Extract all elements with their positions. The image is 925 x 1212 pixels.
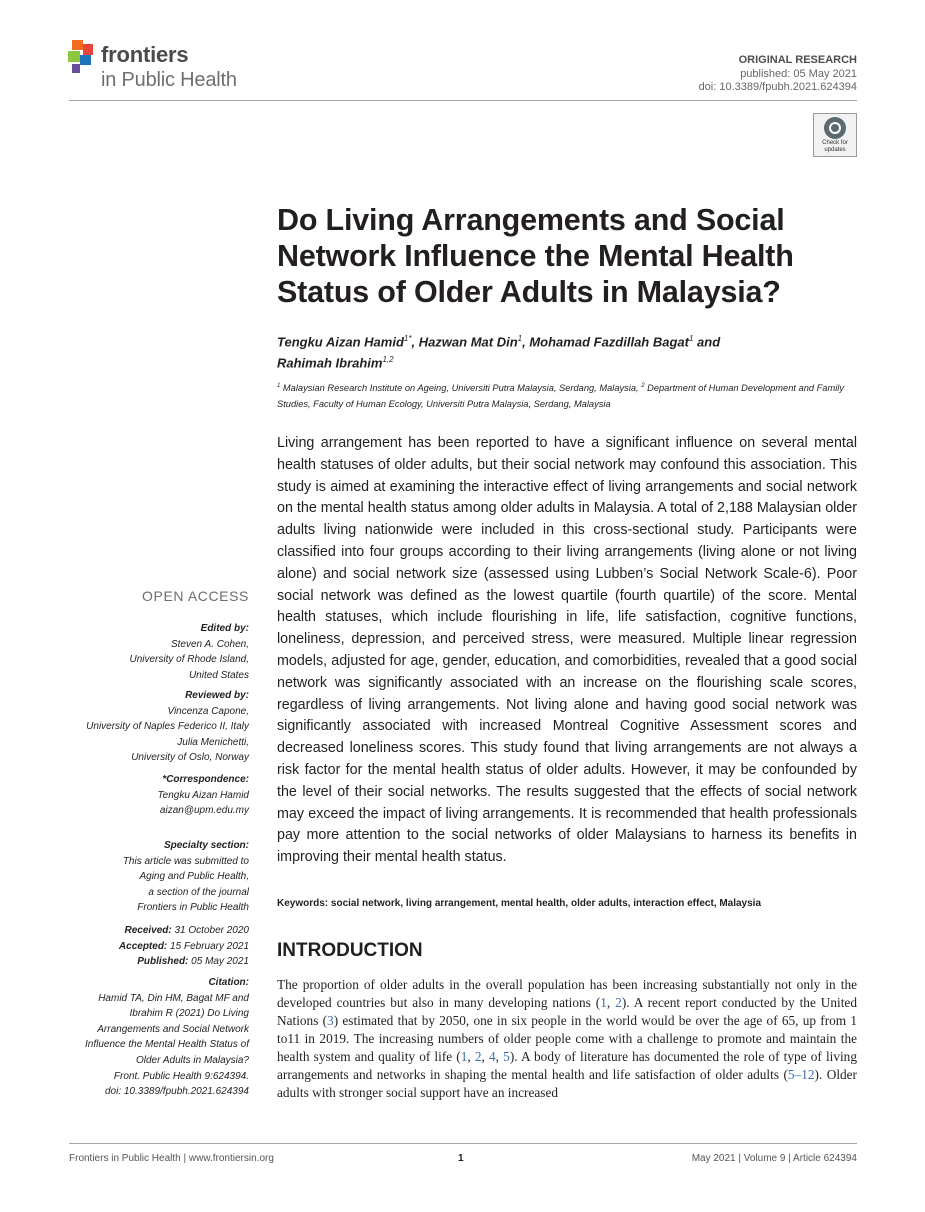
- affiliation-text: Department of Human Development and Family Studies, Faculty of Human Ecology, Universiti Putra Malaysia, Serdang, Malaysia: [277, 383, 845, 410]
- footer-journal[interactable]: Frontiers in Public Health | www.frontiersin.org: [69, 1153, 274, 1164]
- footer-issue: May 2021 | Volume 9 | Article 624394: [691, 1153, 857, 1164]
- author-affiliation-marker: 1*: [403, 334, 412, 343]
- affiliations: [277, 378, 859, 412]
- reference-link[interactable]: 5: [503, 1049, 510, 1064]
- check-for-updates-badge[interactable]: [813, 113, 857, 157]
- article-type: ORIGINAL RESEARCH: [738, 54, 857, 66]
- citation-line: Hamid TA, Din HM, Bagat MF and: [98, 992, 249, 1004]
- affiliation-marker: 2: [641, 383, 645, 389]
- edited-by-label: Edited by:: [200, 623, 249, 634]
- citation-line: Influence the Mental Health Status of: [85, 1039, 249, 1051]
- intro-text-run: ,: [606, 995, 616, 1010]
- footer-divider: [69, 1143, 857, 1144]
- reviewer-line: University of Oslo, Norway: [131, 752, 249, 764]
- author-affiliation-marker: 1,2: [382, 354, 394, 364]
- intro-text-run: ,: [495, 1049, 504, 1064]
- article-title: Do Living Arrangements and Social Network Influence the Mental Health Status of Older Adults in Malaysia?: [277, 203, 794, 309]
- editor-line: Steven A. Cohen,: [170, 638, 249, 650]
- header-divider: [69, 100, 857, 101]
- citation-line: Front. Public Health 9:624394.: [113, 1070, 249, 1082]
- author-affiliation-marker: 1: [517, 334, 523, 343]
- affiliation-text: Malaysian Research Institute on Ageing, Universiti Putra Malaysia, Serdang, Malaysia,: [280, 383, 642, 394]
- author-name[interactable]: Mohamad Fazdillah Bagat: [529, 334, 689, 350]
- specialty-line: a section of the journal: [148, 886, 249, 898]
- reference-link[interactable]: 1: [460, 1049, 468, 1064]
- affiliation-marker: 1: [277, 383, 281, 389]
- keywords: Keywords: social network, living arrangement, mental health, older adults, interaction effect, Malaysia: [277, 898, 762, 909]
- citation-line: Older Adults in Malaysia?: [135, 1054, 249, 1066]
- section-heading-introduction: INTRODUCTION: [277, 940, 423, 961]
- reviewed-by-block: [9, 688, 249, 766]
- author-name[interactable]: Rahimah Ibrahim: [277, 355, 383, 371]
- citation-line: Arrangements and Social Network: [97, 1023, 249, 1035]
- intro-text-run: ). A body of literature has documented the role of type of living arrangements and networks in shaping the mental health and life satisfaction of older adults (: [277, 1049, 857, 1082]
- received-date: Received: 31 October 2020: [124, 925, 249, 936]
- check-updates-icon: [824, 117, 846, 139]
- reference-link[interactable]: 1: [600, 995, 607, 1010]
- author-separator: and: [693, 334, 721, 350]
- badge-label: Check for updates: [822, 140, 848, 153]
- reference-link[interactable]: 2: [615, 995, 622, 1010]
- published-date-sidebar: Published: 05 May 2021: [137, 956, 249, 968]
- correspondence-name: Tengku Aizan Hamid: [157, 789, 249, 801]
- specialty-label: Specialty section:: [163, 840, 249, 851]
- journal-logo[interactable]: [68, 40, 258, 96]
- specialty-line: This article was submitted to: [122, 855, 249, 867]
- reference-link[interactable]: 2: [474, 1049, 482, 1064]
- author-separator: ,: [522, 334, 530, 350]
- intro-text-run: ,: [481, 1049, 490, 1064]
- intro-text-run: ). Older adults with stronger social support have an increased: [277, 1067, 857, 1100]
- correspondence-label: *Correspondence:: [162, 774, 249, 785]
- article-meta: [699, 54, 857, 95]
- reviewer-line: Vincenza Capone,: [167, 705, 249, 717]
- received-label: Received:: [124, 925, 172, 936]
- author-separator: ,: [411, 334, 419, 350]
- logo-journal: in Public Health: [101, 69, 237, 91]
- published-label: Published:: [137, 956, 189, 968]
- citation-line[interactable]: doi: 10.3389/fpubh.2021.624394: [104, 1086, 249, 1098]
- logo-brand: frontiers: [101, 42, 189, 67]
- citation-line: Ibrahim R (2021) Do Living: [129, 1008, 249, 1020]
- specialty-line: Frontiers in Public Health: [137, 902, 249, 914]
- reviewer-line: Julia Menichetti,: [177, 736, 249, 748]
- intro-text-run: ,: [467, 1049, 475, 1064]
- specialty-line: Aging and Public Health,: [139, 871, 249, 883]
- reference-link[interactable]: 3: [327, 1013, 334, 1028]
- introduction-text: [277, 976, 857, 1102]
- published-date: published: 05 May 2021: [740, 67, 857, 80]
- intro-text-run: ) estimated that by 2050, one in six people in the world would be over the age of 65, up from 1 to11 in 2019. The increasing numbers of older people come with a challenge to promote and maintain the health system and quality of life (: [277, 1013, 858, 1064]
- accepted-date: Accepted: 15 February 2021: [118, 940, 249, 952]
- edited-by-block: [9, 621, 249, 683]
- open-access-label: OPEN ACCESS: [142, 588, 249, 604]
- author-name[interactable]: Hazwan Mat Din: [418, 334, 518, 350]
- reference-link[interactable]: 4: [489, 1049, 496, 1064]
- article-doi[interactable]: doi: 10.3389/fpubh.2021.624394: [698, 81, 857, 93]
- dates-block: [9, 923, 249, 970]
- intro-text-run: The proportion of older adults in the overall population has been increasing substantially not only in the developed countries but also in many developing nations (: [277, 977, 857, 1010]
- frontiers-logo-icon: [68, 40, 100, 74]
- author-affiliation-marker: 1: [688, 334, 694, 343]
- reference-link[interactable]: 5–12: [787, 1067, 815, 1082]
- abstract: Living arrangement has been reported to have a significant influence on several mental health statuses of older adults, but their social network may confound this association. This study is aimed at examining the interactive effect of living arrangements and social network on the mental health status among older adults in Malaysia. A total of 2,188 Malaysian older adults living nationwide were included in this cross-sectional study. Participants were classified into four groups according to their living arrangements (living alone or not living alone) and social network size (assessed using Lubben’s Social Network Scale-6). Poor social network was defined as the lowest quartile (fourth quartile) of the score. Mental health statuses, which include flourishing in life, life satisfaction, cognitive functions, loneliness, depression, and perceived stress, were measured. Multiple linear regression models, adjusted for age, gender, education, and comorbidities, revealed that a good social network was significantly associated with an increase on the flourishing scale scores, regardless of living arrangements. Not living alone and having good social network was significantly associated with increased Montreal Cognitive Assessment scores and decreased loneliness scores. This study found that living arrangements are not always a risk factor for the mental health status of older adults. However, it may be confounded by the level of their social networks. The results suggested that the effects of social network may exceed the impact of living arrangements. It is recommended that health professionals pay more attention to the social networks of older Malaysians to harness its benefits in improving their mental health status.: [277, 435, 857, 866]
- accepted-label: Accepted:: [118, 940, 168, 952]
- editor-line: University of Rhode Island,: [129, 654, 249, 666]
- correspondence-email[interactable]: aizan@upm.edu.my: [159, 805, 249, 817]
- page-number: 1: [458, 1153, 464, 1164]
- citation-block: [9, 975, 249, 1100]
- author-name[interactable]: Tengku Aizan Hamid: [277, 334, 404, 350]
- reviewer-line: University of Naples Federico II, Italy: [86, 721, 249, 733]
- specialty-block: [9, 838, 249, 916]
- intro-text-run: ). A recent report conducted by the United Nations (: [277, 995, 857, 1028]
- correspondence-block: [9, 772, 249, 819]
- editor-line: United States: [188, 669, 249, 681]
- citation-label: Citation:: [208, 977, 249, 988]
- author-list: [277, 330, 857, 372]
- reviewed-by-label: Reviewed by:: [185, 690, 249, 701]
